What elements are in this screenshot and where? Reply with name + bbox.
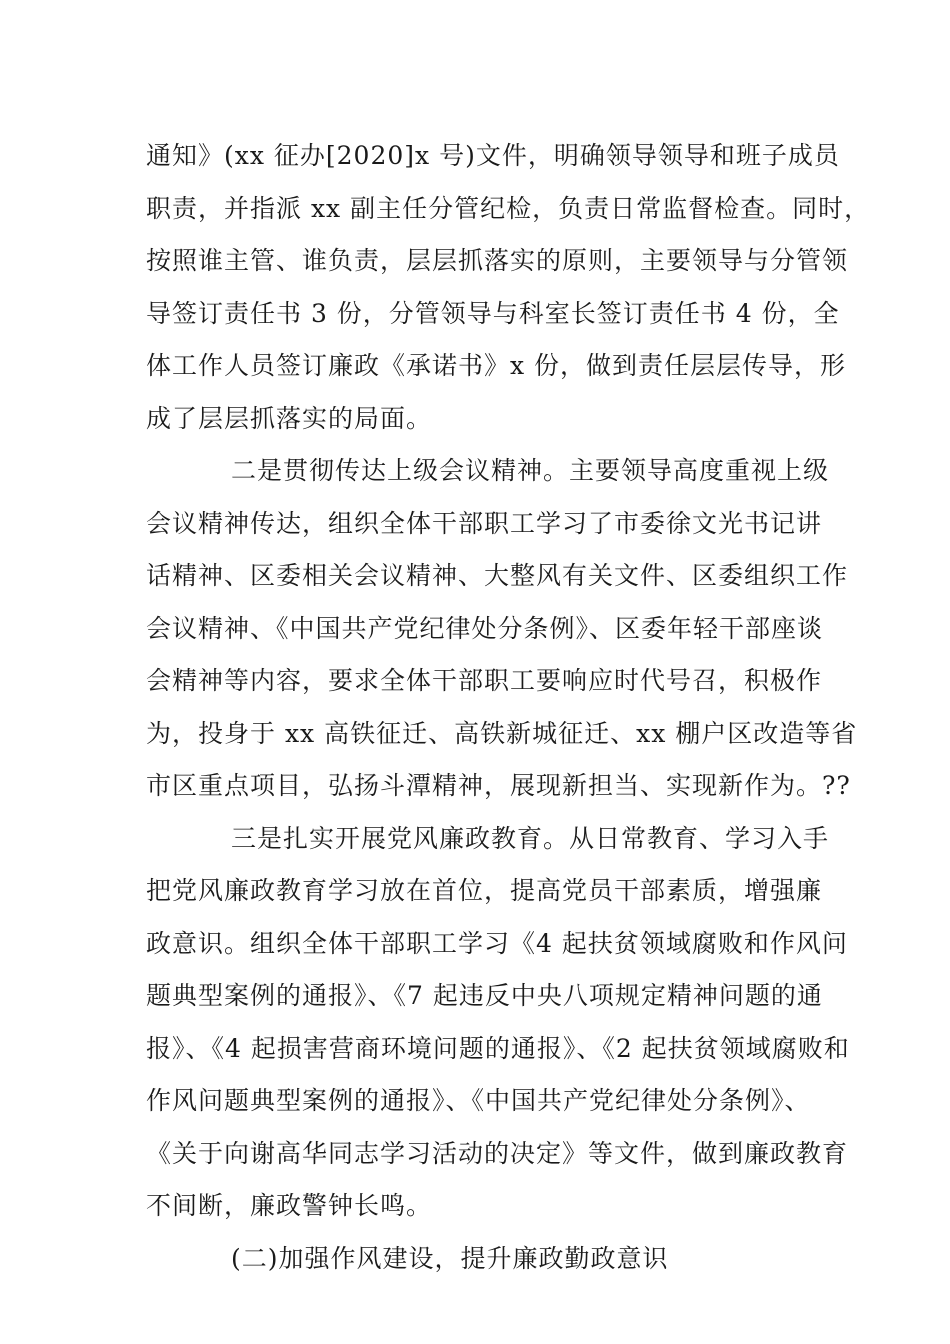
text-line: 成了层层抓落实的局面。 [146,403,433,433]
text-line: 政意识。组织全体干部职工学习《4 起扶贫领域腐败和作风问 [146,928,848,958]
text-line: 会议精神传达，组织全体干部职工学习了市委徐文光书记讲 [146,508,823,538]
text-line: 把党风廉政教育学习放在首位，提高党员干部素质，增强廉 [146,876,823,905]
text-line: 话精神、区委相关会议精神、大整风有关文件、区委组织工作 [146,561,849,590]
text-line: 会精神等内容，要求全体干部职工要响应时代号召，积极作 [146,666,823,695]
text-line: 《关于向谢高华同志学习活动的决定》等文件，做到廉政教育 [146,1138,849,1168]
text-line: 导签订责任书 3 份，分管领导与科室长签订责任书 4 份，全 [146,298,840,328]
text-line: 通知》(xx 征办[2020]x 号)文件，明确领导领导和班子成员 [146,141,840,170]
text-line: 体工作人员签订廉政《承诺书》x 份，做到责任层层传导，形 [146,351,847,380]
text-line: 市区重点项目，弘扬斗潭精神，展现新担当、实现新作为。?? [146,771,851,800]
section-heading-text: (二)加强作风建设，提升廉政勤政意识 [231,1243,669,1273]
text-line: 职责，并指派 xx 副主任分管纪检，负责日常监督检查。同时， [146,193,871,223]
paragraph-2 [146,445,858,813]
text-line: 按照谁主管、谁负责，层层抓落实的原则，主要领导与分管领 [146,246,849,275]
text-line: 为，投身于 xx 高铁征迁、高铁新城征迁、xx 棚户区改造等省 [146,718,858,748]
paragraph-1 [146,130,871,445]
text-line-first: 二是贯彻传达上级会议精神。主要领导高度重视上级 [231,456,830,485]
text-line: 作风问题典型案例的通报》、《中国共产党纪律处分条例》、 [146,1086,811,1115]
text-line: 不间断，廉政警钟长鸣。 [146,1191,433,1220]
text-line: 题典型案例的通报》、《7 起违反中央八项规定精神问题的通 [146,981,823,1010]
paragraph-3 [146,813,850,1233]
text-line: 会议精神、《中国共产党纪律处分条例》、区委年轻干部座谈 [146,613,824,643]
section-heading [146,1233,806,1286]
text-line-first: 三是扎实开展党风廉政教育。从日常教育、学习入手 [231,823,830,853]
document-page [146,130,871,1285]
text-line: 报》、《4 起损害营商环境问题的通报》、《2 起扶贫领域腐败和 [146,1033,850,1063]
